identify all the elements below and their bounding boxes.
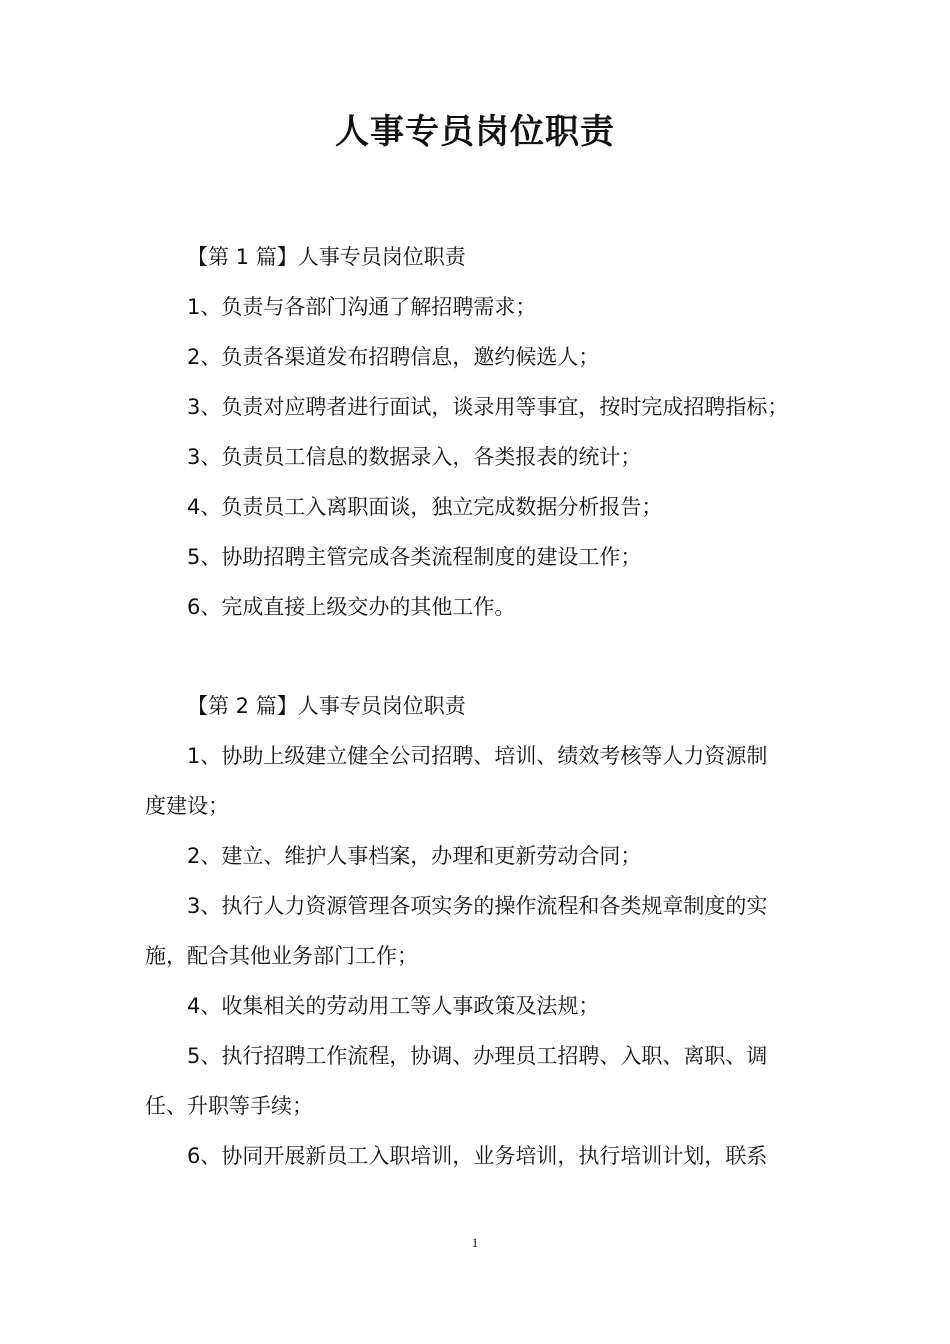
section-2-heading: 【第 2 篇】人事专员岗位职责	[187, 694, 466, 718]
section-2-item-continuation: 施，配合其他业务部门工作；	[145, 944, 418, 968]
section-1-item: 3、负责员工信息的数据录入，各类报表的统计；	[187, 445, 642, 469]
section-2-item-continuation: 任、升职等手续；	[145, 1094, 313, 1118]
section-1-item: 4、负责员工入离职面谈，独立完成数据分析报告；	[187, 495, 663, 519]
section-2-item-continuation: 度建设；	[145, 794, 229, 818]
document-body	[145, 232, 810, 1181]
section-2-item: 6、协同开展新员工入职培训，业务培训，执行培训计划，联系	[187, 1144, 768, 1168]
section-1-item: 3、负责对应聘者进行面试，谈录用等事宜，按时完成招聘指标；	[187, 395, 789, 419]
document-title: 人事专员岗位职责	[335, 112, 615, 152]
section-2-item: 3、执行人力资源管理各项实务的操作流程和各类规章制度的实	[187, 894, 768, 918]
section-1-item: 6、完成直接上级交办的其他工作。	[187, 595, 516, 619]
section-1-item: 2、负责各渠道发布招聘信息，邀约候选人；	[187, 345, 600, 369]
section-spacer	[145, 632, 810, 681]
section-2-item: 1、协助上级建立健全公司招聘、培训、绩效考核等人力资源制	[187, 744, 768, 768]
section-2-item: 5、执行招聘工作流程，协调、办理员工招聘、入职、离职、调	[187, 1044, 768, 1068]
section-1-heading: 【第 1 篇】人事专员岗位职责	[187, 245, 466, 269]
page-number: 1	[471, 1235, 479, 1250]
section-1-item: 5、协助招聘主管完成各类流程制度的建设工作；	[187, 545, 642, 569]
section-1-item: 1、负责与各部门沟通了解招聘需求；	[187, 295, 537, 319]
section-2-item: 4、收集相关的劳动用工等人事政策及法规；	[187, 994, 600, 1018]
section-2-item: 2、建立、维护人事档案，办理和更新劳动合同；	[187, 844, 642, 868]
